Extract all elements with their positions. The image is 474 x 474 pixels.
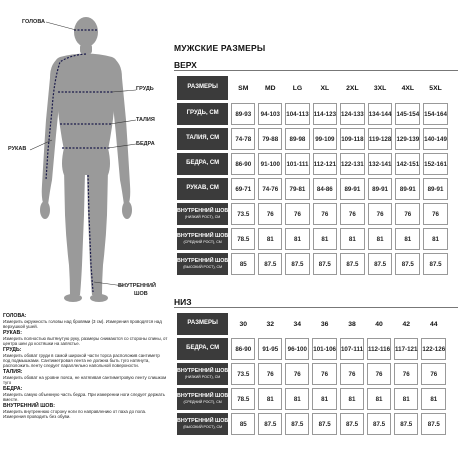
table-cell: 81 bbox=[368, 228, 393, 250]
table-cell: 78.5 bbox=[231, 388, 255, 410]
table-cell: 84-86 bbox=[313, 178, 337, 200]
table-cell: 73.5 bbox=[231, 363, 255, 385]
row-label bbox=[177, 203, 228, 225]
top-size-table bbox=[174, 73, 451, 278]
waist-label: ТАЛИЯ bbox=[136, 117, 155, 123]
table-cell: 89-98 bbox=[285, 128, 309, 150]
table-cell: 81 bbox=[423, 228, 448, 250]
note-text: Измерить окружность головы над бровями (3 см). Измерения проводятся над верхушкой ушей. bbox=[3, 319, 162, 329]
measurement-notes bbox=[3, 312, 168, 419]
size-header-row bbox=[177, 76, 448, 100]
table-cell: 117-121 bbox=[394, 338, 418, 360]
table-cell: 87.5 bbox=[367, 413, 391, 435]
table-cell: 87.5 bbox=[423, 253, 448, 275]
row-label-text: РУКАВ, СМ bbox=[186, 185, 219, 192]
note-text: Измерить полностью вытянутую руку, размеры снимаются со стороны спины, от центра шеи до костяшки на запястье. bbox=[3, 336, 168, 346]
table-cell: 154-164 bbox=[423, 103, 448, 125]
table-cell: 81 bbox=[340, 388, 364, 410]
table-cell: 74-76 bbox=[258, 178, 282, 200]
note-text: Измерить внутреннюю сторону ноги по направлению от паха до пола. Измерения проводить без обуви. bbox=[3, 409, 147, 419]
table-cell: 76 bbox=[367, 363, 391, 385]
table-cell: 114-123 bbox=[313, 103, 337, 125]
table-cell: 76 bbox=[394, 363, 418, 385]
note-title: ГОЛОВА: bbox=[3, 313, 27, 319]
table-cell: 87.5 bbox=[421, 413, 446, 435]
top-section-title: ВЕРХ bbox=[174, 60, 197, 70]
table-cell: 81 bbox=[285, 228, 309, 250]
page-title: МУЖСКИЕ РАЗМЕРЫ bbox=[174, 43, 266, 53]
row-label bbox=[177, 253, 228, 275]
sizes-header-label: РАЗМЕРЫ bbox=[177, 76, 228, 100]
table-row bbox=[177, 413, 446, 435]
head-label: ГОЛОВА bbox=[22, 19, 45, 25]
row-label-subtext: (СРЕДНИЙ РОСТ), СМ bbox=[183, 399, 222, 404]
row-label-text: ВНУТРЕННИЙ ШОВ bbox=[177, 208, 229, 214]
table-cell: 86-90 bbox=[231, 153, 255, 175]
table-cell: 76 bbox=[340, 203, 365, 225]
table-cell: 76 bbox=[421, 363, 446, 385]
table-cell: 112-116 bbox=[367, 338, 391, 360]
table-cell: 89-93 bbox=[231, 103, 255, 125]
table-cell: 87.5 bbox=[258, 253, 282, 275]
table-cell: 76 bbox=[340, 363, 364, 385]
table-cell: 87.5 bbox=[285, 253, 309, 275]
table-cell: 74-78 bbox=[231, 128, 255, 150]
note-text: Измерить обхват груди в самой широкой части торса расположив сантиметр под подмышками. Сантиметровая лента не должна быть туго натянута, расположить ленту следует параллельно напольной поверхности. bbox=[3, 353, 160, 368]
table-cell: 69-71 bbox=[231, 178, 255, 200]
table-cell: 152-161 bbox=[423, 153, 448, 175]
top-section-divider bbox=[174, 70, 458, 71]
table-cell: 76 bbox=[395, 203, 420, 225]
bottom-size-table bbox=[174, 310, 449, 438]
table-cell: 87.5 bbox=[313, 253, 337, 275]
size-column-header: XL bbox=[320, 84, 330, 92]
table-cell: 129-139 bbox=[395, 128, 420, 150]
size-column-header: 4XL bbox=[401, 84, 415, 92]
table-cell: 101-111 bbox=[285, 153, 309, 175]
row-label-subtext: (НИЗКИЙ РОСТ), СМ bbox=[184, 214, 221, 219]
table-cell: 89-91 bbox=[395, 178, 420, 200]
table-cell: 81 bbox=[340, 228, 365, 250]
row-label-text: ВНУТРЕННИЙ ШОВ bbox=[177, 233, 229, 239]
note-title: БЕДРА: bbox=[3, 386, 23, 392]
table-cell: 76 bbox=[423, 203, 448, 225]
table-cell: 87.5 bbox=[340, 413, 364, 435]
hips-label: БЕДРА bbox=[136, 141, 155, 147]
table-cell: 81 bbox=[395, 228, 420, 250]
table-cell: 78.5 bbox=[231, 228, 255, 250]
size-header-row bbox=[177, 313, 446, 335]
table-cell: 81 bbox=[285, 388, 309, 410]
table-row bbox=[177, 178, 448, 200]
table-cell: 81 bbox=[367, 388, 391, 410]
table-cell: 73.5 bbox=[231, 203, 255, 225]
table-cell: 81 bbox=[312, 388, 337, 410]
row-label-text: ВНУТРЕННИЙ ШОВ bbox=[177, 368, 229, 374]
table-cell: 81 bbox=[258, 388, 282, 410]
row-label-subtext: (ВЫСОКИЙ РОСТ), СМ bbox=[183, 424, 223, 429]
table-cell: 89-91 bbox=[368, 178, 393, 200]
row-label-text: БЕДРА, СМ bbox=[186, 345, 220, 352]
table-cell: 91-95 bbox=[258, 338, 282, 360]
table-cell: 132-141 bbox=[368, 153, 393, 175]
size-column-header: MD bbox=[264, 84, 276, 92]
table-row bbox=[177, 153, 448, 175]
row-label-text: ВНУТРЕННИЙ ШОВ bbox=[177, 258, 229, 264]
table-cell: 79-88 bbox=[258, 128, 282, 150]
note-title: ВНУТРЕННИЙ ШОВ: bbox=[3, 403, 55, 409]
size-column-header: SM bbox=[238, 84, 249, 92]
table-row bbox=[177, 363, 446, 385]
table-cell: 91-100 bbox=[258, 153, 282, 175]
table-row bbox=[177, 253, 448, 275]
row-label-text: БЕДРА, СМ bbox=[186, 160, 220, 167]
table-row bbox=[177, 228, 448, 250]
table-cell: 145-154 bbox=[395, 103, 420, 125]
table-row bbox=[177, 203, 448, 225]
table-cell: 99-109 bbox=[313, 128, 337, 150]
table-cell: 81 bbox=[258, 228, 282, 250]
table-cell: 79-81 bbox=[285, 178, 309, 200]
table-cell: 76 bbox=[285, 203, 309, 225]
size-column-header: 2XL bbox=[346, 84, 359, 92]
row-label-text: ВНУТРЕННИЙ ШОВ bbox=[177, 393, 229, 399]
table-cell: 85 bbox=[231, 413, 255, 435]
row-label bbox=[177, 128, 228, 150]
row-label bbox=[177, 338, 228, 360]
table-row bbox=[177, 103, 448, 125]
note-title: ТАЛИЯ: bbox=[3, 369, 23, 375]
note-text: Измерить обхват на уровне пояса, не натягивая сантиметровую ленту слишком туго bbox=[3, 375, 167, 385]
table-cell: 142-151 bbox=[395, 153, 420, 175]
row-label bbox=[177, 413, 228, 435]
body-silhouette-icon bbox=[0, 0, 172, 310]
table-cell: 86-90 bbox=[231, 338, 255, 360]
sizes-header-label: РАЗМЕРЫ bbox=[177, 313, 228, 335]
row-label bbox=[177, 388, 228, 410]
table-cell: 87.5 bbox=[368, 253, 393, 275]
inseam-label-line2: ШОВ bbox=[134, 291, 148, 297]
table-cell: 81 bbox=[313, 228, 337, 250]
table-cell: 134-144 bbox=[368, 103, 393, 125]
size-column-header: 5XL bbox=[429, 84, 442, 92]
table-cell: 87.5 bbox=[340, 253, 365, 275]
table-cell: 96-100 bbox=[285, 338, 309, 360]
table-cell: 76 bbox=[312, 363, 337, 385]
table-cell: 87.5 bbox=[395, 253, 420, 275]
table-cell: 122-131 bbox=[340, 153, 365, 175]
table-cell: 94-103 bbox=[258, 103, 282, 125]
size-column-header: 36 bbox=[320, 320, 329, 328]
row-label bbox=[177, 103, 228, 125]
row-label-subtext: (ВЫСОКИЙ РОСТ), СМ bbox=[183, 264, 223, 269]
table-cell: 76 bbox=[258, 363, 282, 385]
chest-label: ГРУДЬ bbox=[136, 86, 154, 92]
table-cell: 81 bbox=[394, 388, 418, 410]
row-label-subtext: (НИЗКИЙ РОСТ), СМ bbox=[184, 374, 221, 379]
size-column-header: 32 bbox=[266, 320, 275, 328]
size-column-header: 34 bbox=[293, 320, 302, 328]
body-figure bbox=[0, 0, 172, 310]
table-cell: 85 bbox=[231, 253, 255, 275]
table-cell: 87.5 bbox=[285, 413, 309, 435]
row-label bbox=[177, 153, 228, 175]
row-label bbox=[177, 228, 228, 250]
table-cell: 87.5 bbox=[312, 413, 337, 435]
table-cell: 140-149 bbox=[423, 128, 448, 150]
table-cell: 107-111 bbox=[340, 338, 364, 360]
table-row bbox=[177, 388, 446, 410]
table-cell: 112-121 bbox=[313, 153, 337, 175]
table-cell: 76 bbox=[368, 203, 393, 225]
table-row bbox=[177, 128, 448, 150]
size-column-header: 42 bbox=[402, 320, 411, 328]
row-label bbox=[177, 178, 228, 200]
table-cell: 109-118 bbox=[340, 128, 365, 150]
size-column-header: 40 bbox=[375, 320, 383, 328]
row-label-text: ГРУДЬ, СМ bbox=[186, 110, 219, 117]
table-cell: 122-126 bbox=[421, 338, 446, 360]
table-row bbox=[177, 338, 446, 360]
row-label-text: ВНУТРЕННИЙ ШОВ bbox=[177, 418, 229, 424]
table-cell: 124-133 bbox=[340, 103, 365, 125]
table-cell: 104-113 bbox=[285, 103, 309, 125]
table-cell: 119-128 bbox=[368, 128, 393, 150]
table-cell: 101-106 bbox=[312, 338, 337, 360]
bottom-section-title: НИЗ bbox=[174, 297, 192, 307]
note-text: Измерить самую объемную часть бедра. При измерении ноги следует держать вместе. bbox=[3, 392, 165, 402]
sleeve-label: РУКАВ bbox=[8, 146, 27, 152]
note-title: ГРУДЬ: bbox=[3, 347, 22, 353]
bottom-section-divider bbox=[174, 307, 458, 308]
size-column-header: 3XL bbox=[373, 84, 387, 92]
note-title: РУКАВ: bbox=[3, 330, 23, 336]
row-label bbox=[177, 363, 228, 385]
inseam-label-line1: ВНУТРЕННИЙ bbox=[118, 283, 156, 289]
table-cell: 76 bbox=[258, 203, 282, 225]
size-column-header: 44 bbox=[430, 320, 438, 328]
table-cell: 87.5 bbox=[394, 413, 418, 435]
table-cell: 89-91 bbox=[423, 178, 448, 200]
table-cell: 89-91 bbox=[340, 178, 365, 200]
table-cell: 76 bbox=[313, 203, 337, 225]
table-cell: 87.5 bbox=[258, 413, 282, 435]
size-column-header: 38 bbox=[348, 320, 356, 328]
table-cell: 76 bbox=[285, 363, 309, 385]
row-label-text: ТАЛИЯ, СМ bbox=[186, 135, 220, 142]
table-cell: 81 bbox=[421, 388, 446, 410]
size-column-header: 30 bbox=[239, 320, 248, 328]
size-column-header: LG bbox=[292, 84, 303, 92]
row-label-subtext: (СРЕДНИЙ РОСТ), СМ bbox=[183, 239, 222, 244]
